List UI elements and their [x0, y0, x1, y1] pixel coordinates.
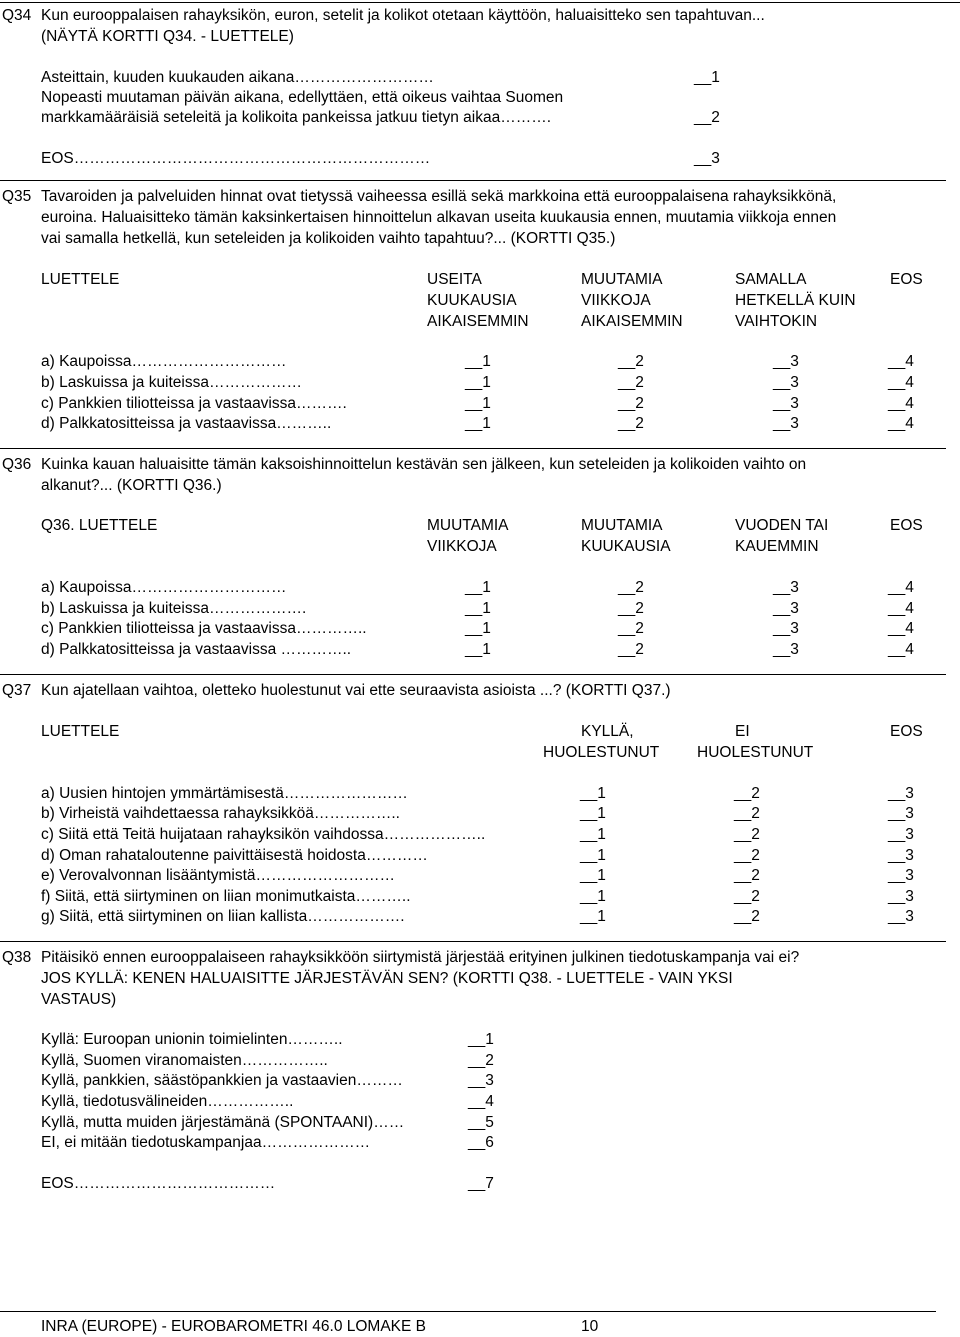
q37-code: __3: [888, 785, 914, 802]
q37-stub-header: LUETTELE: [41, 723, 120, 740]
q35-code: __4: [888, 395, 914, 412]
q38-option-label: Kyllä, mutta muiden järjestämänä (SPONTAANI)……: [41, 1114, 405, 1131]
q36-code: __3: [773, 579, 799, 596]
q35-number: Q35: [2, 188, 32, 205]
q35-code: __2: [618, 395, 644, 412]
q35-code: __2: [618, 374, 644, 391]
q35-row-label: a) Kaupoissa…………………………: [41, 353, 287, 370]
q35-code: __1: [465, 395, 491, 412]
q37-row-label: d) Oman rahataloutenne paivittäisestä hoidosta…………: [41, 847, 428, 864]
q35-stub-header: LUETTELE: [41, 271, 120, 288]
q36-code: __4: [888, 620, 914, 637]
q38-option-code: __1: [468, 1031, 494, 1048]
divider: [0, 180, 946, 181]
rule-top: [0, 2, 960, 3]
q37-row-label: e) Verovalvonnan lisääntymistä………………………: [41, 867, 396, 884]
q37-code: __2: [734, 847, 760, 864]
q38-question-line1: Pitäisikö ennen eurooppalaiseen rahayksikköön siirtymistä järjestää erityinen julkinen tiedotuskampanja vai ei?: [41, 949, 800, 966]
q36-question-line: Kuinka kauan haluaisitte tämän kaksoishinnoittelun kestävän sen jälkeen, kun seteleiden ja kolikoiden vaihto on: [41, 456, 807, 473]
q38-option-code: __3: [468, 1072, 494, 1089]
q36-stub-header: Q36. LUETTELE: [41, 517, 158, 534]
q36-col-header: KUUKAUSIA: [581, 538, 671, 555]
q38-option-code: __4: [468, 1093, 494, 1110]
q37-code: __1: [580, 785, 606, 802]
page-number: 10: [581, 1318, 599, 1335]
q35-code: __3: [773, 374, 799, 391]
q36-row-label: b) Laskuissa ja kuiteissa……………….: [41, 600, 307, 617]
q37-code: __1: [580, 826, 606, 843]
q38-option-label: Kyllä, Suomen viranomaisten……………..: [41, 1052, 328, 1069]
q38-number: Q38: [2, 949, 32, 966]
q37-code: __2: [734, 785, 760, 802]
q38-question-line3: VASTAUS): [41, 991, 117, 1008]
q37-code: __2: [734, 908, 760, 925]
q36-code: __4: [888, 641, 914, 658]
q37-col-header: HUOLESTUNUT: [543, 744, 660, 761]
q37-code: __3: [888, 908, 914, 925]
q37-row-label: a) Uusien hintojen ymmärtämisestä……………………: [41, 785, 408, 802]
q37-row-label: f) Siitä, että siirtyminen on liian monimutkaista………..: [41, 888, 411, 905]
footer-title: INRA (EUROPE) - EUROBAROMETRI 46.0 LOMAKE B: [41, 1318, 426, 1335]
q35-question-line: euroina. Haluaisitteko tämän kaksinkertaisen hinnoittelun alkavan useita kuukausia ennen, muutamia viikkoja ennen: [41, 209, 837, 226]
q37-code: __1: [580, 908, 606, 925]
q36-row-label: c) Pankkien tiliotteissa ja vastaavissa…………..: [41, 620, 367, 637]
q35-col-header: SAMALLA: [735, 271, 807, 288]
q37-col-header: HUOLESTUNUT: [697, 744, 814, 761]
q36-col-header: EOS: [890, 517, 923, 534]
q37-row-label: g) Siitä, että siirtyminen on liian kallista……………….: [41, 908, 405, 925]
q36-code: __1: [465, 641, 491, 658]
q34-option-code: __2: [694, 109, 720, 126]
q36-col-header: MUUTAMIA: [427, 517, 509, 534]
q35-code: __1: [465, 374, 491, 391]
q36-code: __1: [465, 620, 491, 637]
q34-option-label: Nopeasti muutaman päivän aikana, edellyttäen, että oikeus vaihtaa Suomen: [41, 89, 564, 106]
q35-col-header: VIIKKOJA: [581, 292, 651, 309]
q35-row-label: d) Palkkatositteissa ja vastaavissa………..: [41, 415, 332, 432]
q36-code: __2: [618, 579, 644, 596]
q38-option-code: __6: [468, 1134, 494, 1151]
q38-option-code: __2: [468, 1052, 494, 1069]
q37-code: __3: [888, 847, 914, 864]
q35-code: __4: [888, 374, 914, 391]
q35-code: __3: [773, 395, 799, 412]
q36-code: __2: [618, 620, 644, 637]
q37-code: __3: [888, 826, 914, 843]
q35-code: __4: [888, 353, 914, 370]
q37-code: __1: [580, 805, 606, 822]
q35-code: __3: [773, 353, 799, 370]
q35-col-header: EOS: [890, 271, 923, 288]
q34-option-code: __1: [694, 69, 720, 86]
q35-question-line: Tavaroiden ja palveluiden hinnat ovat tietyssä vaiheessa esillä sekä markkoina että eurooppalaisena rahayksikkönä,: [41, 188, 837, 205]
q34-option-label: markkamääräisiä seteleitä ja kolikoita pankeissa jatkuu tietyn aikaa……….: [41, 109, 552, 126]
q36-number: Q36: [2, 456, 32, 473]
q37-code: __2: [734, 826, 760, 843]
q37-col-header: EOS: [890, 723, 923, 740]
q35-col-header: AIKAISEMMIN: [427, 313, 529, 330]
q38-option-label: EOS…………………………………: [41, 1175, 276, 1192]
q35-col-header: MUUTAMIA: [581, 271, 663, 288]
q35-row-label: c) Pankkien tiliotteissa ja vastaavissa……….: [41, 395, 347, 412]
q35-col-header: VAIHTOKIN: [735, 313, 818, 330]
q36-code: __1: [465, 600, 491, 617]
q34-option-code: __3: [694, 150, 720, 167]
q37-code: __2: [734, 888, 760, 905]
q38-option-code: __7: [468, 1175, 494, 1192]
q35-code: __2: [618, 353, 644, 370]
q35-code: __1: [465, 415, 491, 432]
footer-rule: [0, 1311, 936, 1312]
q38-option-code: __5: [468, 1114, 494, 1131]
q34-option-label: EOS……………………………………………………………: [41, 150, 431, 167]
q38-option-label: Kyllä, tiedotusvälineiden……………..: [41, 1093, 294, 1110]
q34-question-line1: Kun eurooppalaisen rahayksikön, euron, setelit ja kolikot otetaan käyttöön, haluaisitteko sen tapahtuvan...: [41, 7, 765, 24]
q35-col-header: HETKELLÄ KUIN: [735, 292, 856, 309]
q38-option-label: Kyllä: Euroopan unionin toimielinten………..: [41, 1031, 343, 1048]
q35-col-header: USEITA: [427, 271, 482, 288]
divider: [0, 941, 946, 942]
q36-col-header: VUODEN TAI: [735, 517, 829, 534]
q36-row-label: a) Kaupoissa…………………………: [41, 579, 287, 596]
q35-code: __1: [465, 353, 491, 370]
q37-col-header: EI: [735, 723, 750, 740]
q37-code: __2: [734, 805, 760, 822]
q34-option-label: Asteittain, kuuden kuukauden aikana………………………: [41, 69, 434, 86]
q37-code: __1: [580, 867, 606, 884]
q37-code: __3: [888, 888, 914, 905]
q37-code: __1: [580, 888, 606, 905]
q36-code: __1: [465, 579, 491, 596]
q35-question-line: vai samalla hetkellä, kun seteleiden ja kolikoiden vaihto tapahtuu?... (KORTTI Q35.): [41, 230, 616, 247]
q36-col-header: VIIKKOJA: [427, 538, 497, 555]
q36-code: __3: [773, 600, 799, 617]
q36-question-line: alkanut?... (KORTTI Q36.): [41, 477, 222, 494]
q35-col-header: KUUKAUSIA: [427, 292, 517, 309]
q37-code: __3: [888, 867, 914, 884]
q37-number: Q37: [2, 682, 32, 699]
q35-row-label: b) Laskuissa ja kuiteissa………………: [41, 374, 302, 391]
q36-col-header: KAUEMMIN: [735, 538, 819, 555]
q36-code: __2: [618, 641, 644, 658]
q35-code: __3: [773, 415, 799, 432]
q36-code: __2: [618, 600, 644, 617]
q35-code: __4: [888, 415, 914, 432]
divider: [0, 448, 946, 449]
q37-row-label: b) Virheistä vaihdettaessa rahayksikköä……………..: [41, 805, 400, 822]
q38-option-label: EI, ei mitään tiedotuskampanjaa…………………: [41, 1134, 371, 1151]
q34-number: Q34: [2, 7, 32, 24]
q37-col-header: KYLLÄ,: [581, 723, 634, 740]
q35-code: __2: [618, 415, 644, 432]
q38-question-line2: JOS KYLLÄ: KENEN HALUAISITTE JÄRJESTÄVÄN SEN? (KORTTI Q38. - LUETTELE - VAIN YKSI: [41, 970, 733, 987]
q37-code: __2: [734, 867, 760, 884]
q34-question-line2: (NÄYTÄ KORTTI Q34. - LUETTELE): [41, 28, 294, 45]
q36-code: __3: [773, 620, 799, 637]
q36-row-label: d) Palkkatositteissa ja vastaavissa …………..: [41, 641, 352, 658]
q37-code: __1: [580, 847, 606, 864]
divider: [0, 674, 946, 675]
q37-question: Kun ajatellaan vaihtoa, oletteko huolestunut vai ette seuraavista asioista ...? (KORTTI Q37.): [41, 682, 671, 699]
q36-col-header: MUUTAMIA: [581, 517, 663, 534]
q38-option-label: Kyllä, pankkien, säästöpankkien ja vastaavien………: [41, 1072, 403, 1089]
q36-code: __4: [888, 579, 914, 596]
q35-col-header: AIKAISEMMIN: [581, 313, 683, 330]
q37-row-label: c) Siitä että Teitä huijataan rahayksikön vaihdossa………………..: [41, 826, 486, 843]
q36-code: __4: [888, 600, 914, 617]
q36-code: __3: [773, 641, 799, 658]
q37-code: __3: [888, 805, 914, 822]
